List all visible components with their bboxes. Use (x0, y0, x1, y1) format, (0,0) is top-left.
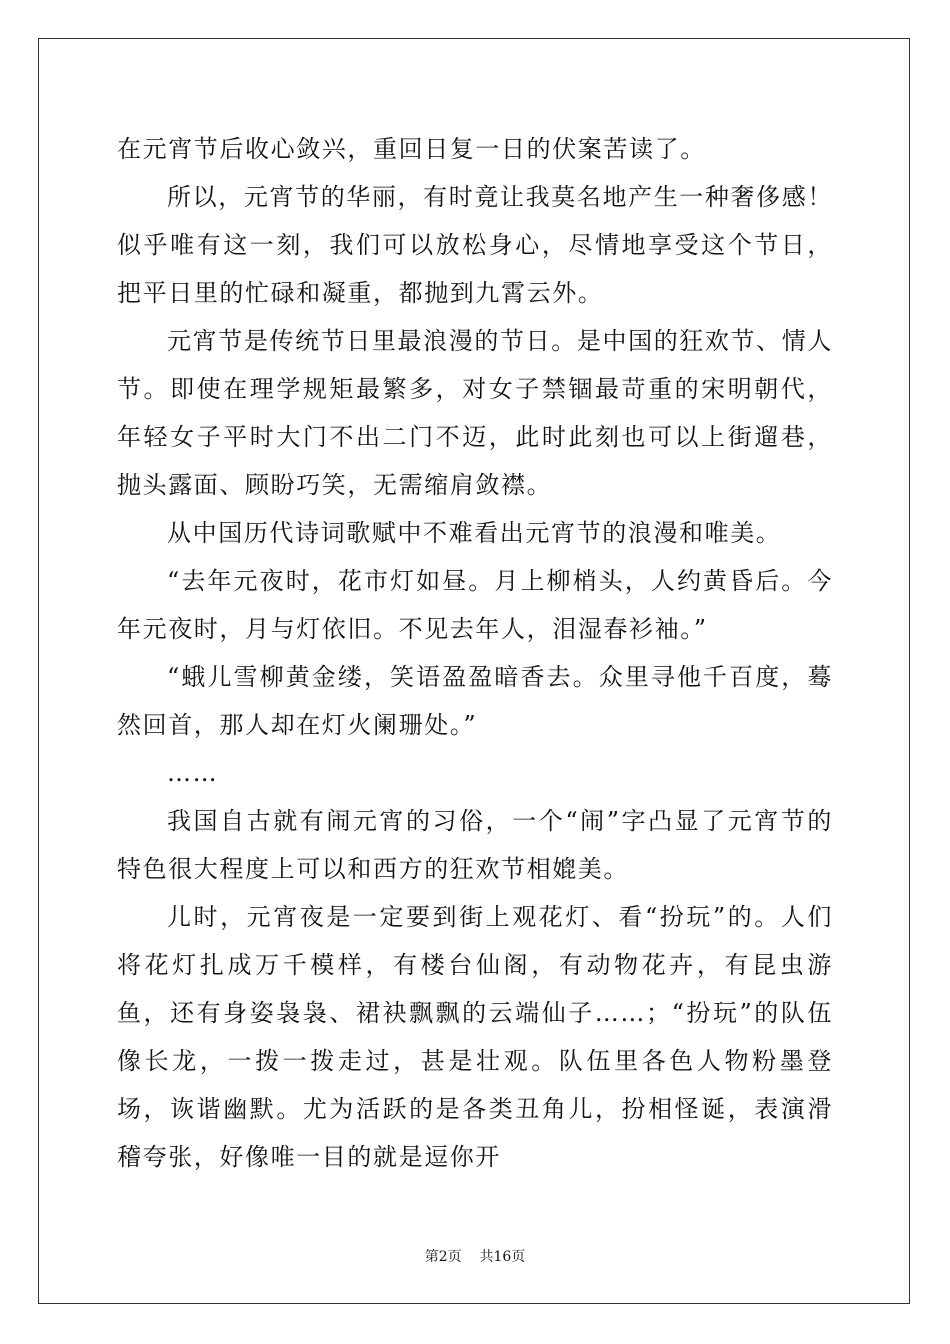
page-footer: 第2页 共16页 (424, 1249, 526, 1265)
document-body (117, 125, 833, 1181)
paragraph-6: “蛾儿雪柳黄金缕，笑语盈盈暗香去。众里寻他千百度，蓦然回首，那人却在灯火阑珊处。” (117, 663, 833, 739)
paragraph-4: 从中国历代诗词歌赋中不难看出元宵节的浪漫和唯美。 (167, 519, 782, 547)
paragraph-9: 儿时，元宵夜是一定要到街上观花灯、看“扮玩”的。人们将花灯扎成万千模样，有楼台仙阁，有动物花卉，有昆虫游鱼，还有身姿袅袅、裙袂飘飘的云端仙子……；“扮玩”的队伍像长龙，一拨一拨走过，甚是壮观。队伍里各色人物粉墨登场，诙谐幽默。尤为活跃的是各类丑角儿，扮相怪诞，表演滑稽夸张，好像唯一目的就是逗你开 (117, 903, 833, 1171)
paragraph-3: 元宵节是传统节日里最浪漫的节日。是中国的狂欢节、情人节。即使在理学规矩最繁多，对女子禁锢最苛重的宋明朝代，年轻女子平时大门不出二门不迈，此时此刻也可以上街遛巷，抛头露面、顾盼巧笑，无需缩肩敛襟。 (117, 327, 833, 499)
paragraph-2: 所以，元宵节的华丽，有时竟让我莫名地产生一种奢侈感！似乎唯有这一刻，我们可以放松身心，尽情地享受这个节日，把平日里的忙碌和凝重，都抛到九霄云外。 (117, 183, 833, 307)
paragraph-7: …… (167, 759, 219, 787)
paragraph-5: “去年元夜时，花市灯如昼。月上柳梢头，人约黄昏后。今年元夜时，月与灯依旧。不见去年人，泪湿春衫袖。” (117, 567, 833, 643)
paragraph-8: 我国自古就有闹元宵的习俗，一个“闹”字凸显了元宵节的特色很大程度上可以和西方的狂欢节相媲美。 (117, 807, 833, 883)
paragraph-1: 在元宵节后收心敛兴，重回日复一日的伏案苦读了。 (117, 135, 706, 163)
